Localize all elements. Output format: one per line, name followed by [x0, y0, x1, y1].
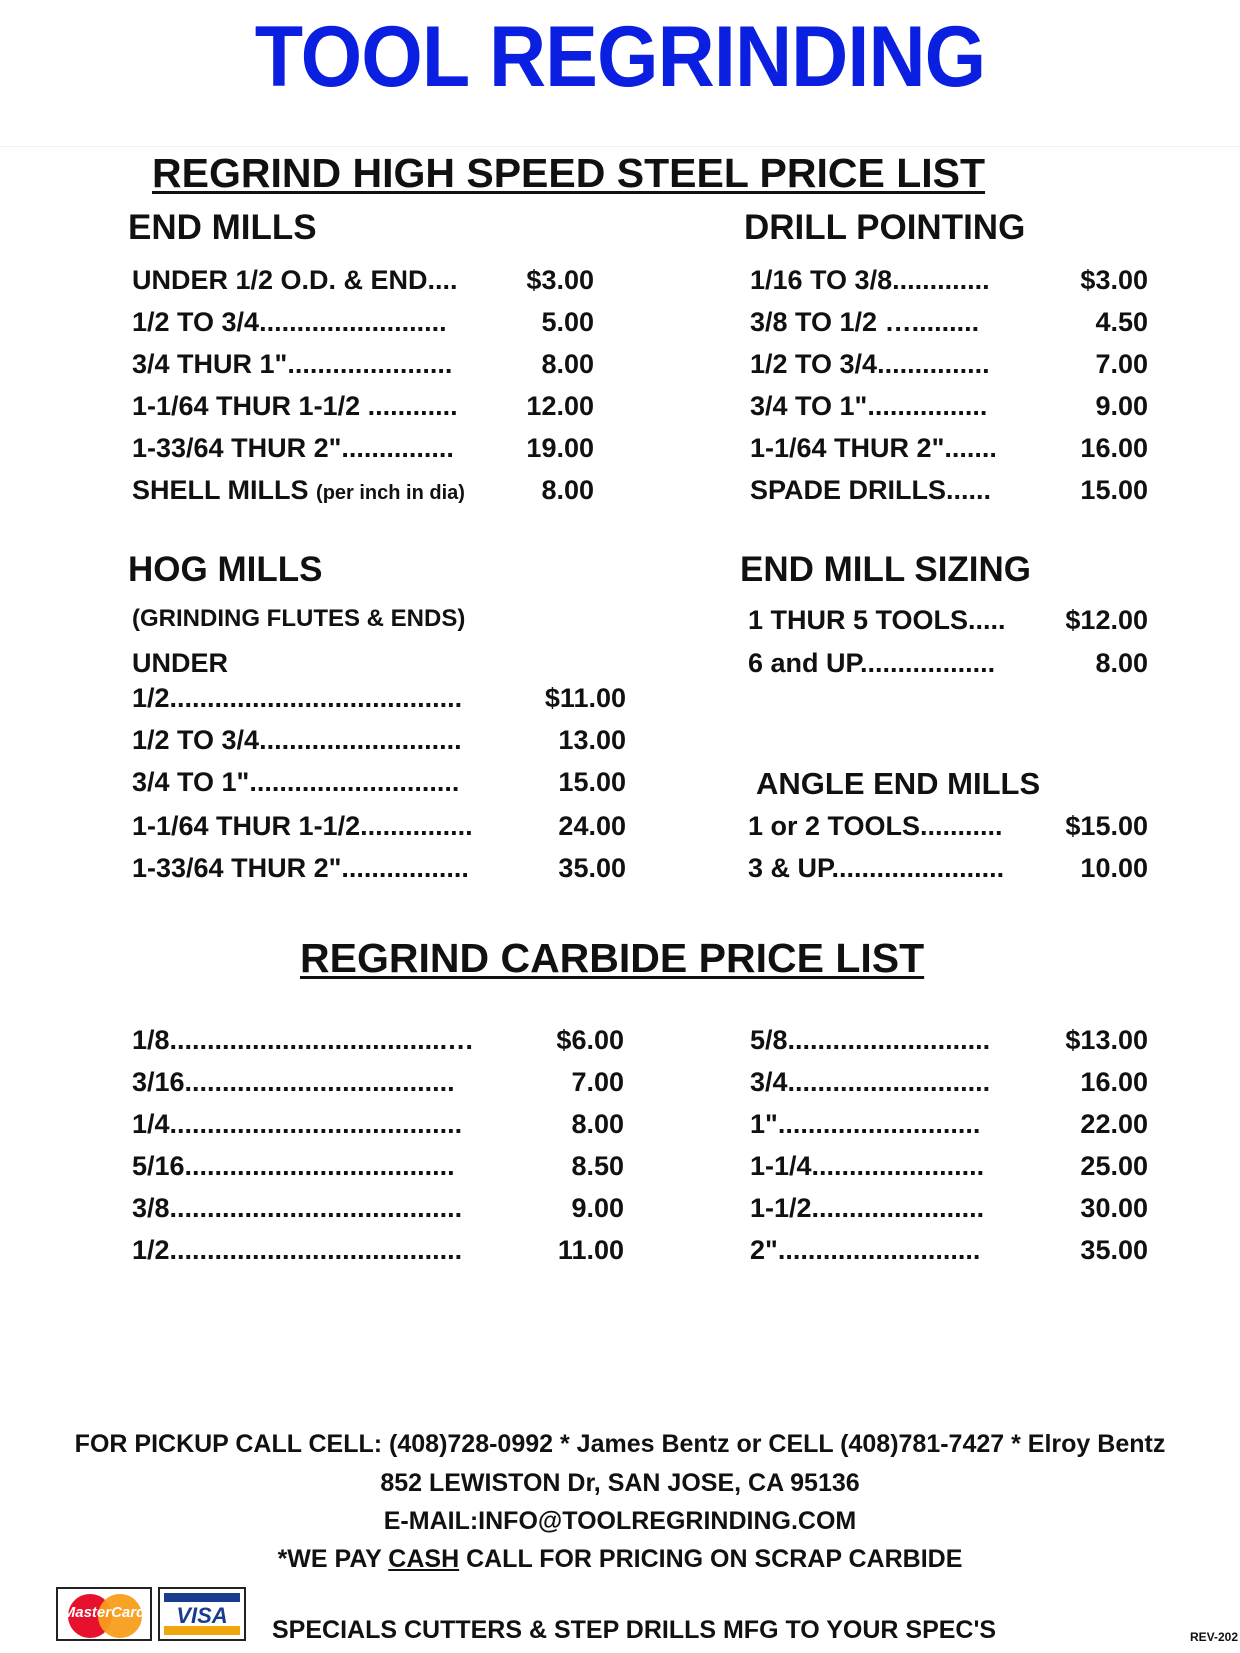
price-value: 5.00	[541, 307, 594, 337]
price-label: 1-1/4.......................	[750, 1151, 985, 1181]
address: 852 LEWISTON Dr, SAN JOSE, CA 95136	[380, 1469, 860, 1497]
price-value: 10.00	[1080, 853, 1148, 883]
end-mills-title: END MILLS	[128, 208, 317, 247]
price-value: 24.00	[558, 811, 626, 841]
price-label-sub: (per inch in dia)	[316, 482, 465, 504]
price-row	[132, 433, 594, 467]
price-value: 4.50	[1095, 307, 1148, 337]
price-row	[750, 307, 1148, 341]
price-label: 1"...........................	[750, 1109, 981, 1139]
pickup-contact: FOR PICKUP CALL CELL: (408)728-0992 * James Bentz or CELL (408)781-7427 * Elroy Bentz	[74, 1430, 1166, 1458]
price-label: 1/2.......................................	[132, 1235, 463, 1265]
price-row	[750, 1193, 1148, 1227]
price-label: 1/2 TO 3/4.........................	[132, 307, 447, 337]
mastercard-label: MasterCard	[62, 1604, 146, 1621]
price-row	[750, 349, 1148, 383]
price-row	[132, 853, 626, 887]
drill-pointing-title: DRILL POINTING	[744, 208, 1026, 247]
price-value: 9.00	[1095, 391, 1148, 421]
price-value: 11.00	[557, 1235, 624, 1265]
visa-label: VISA	[176, 1603, 228, 1628]
price-label: 2"...........................	[750, 1235, 981, 1265]
price-label: 1/2.......................................	[132, 683, 463, 713]
hog-mills-under-label: UNDER	[132, 648, 229, 678]
price-row	[132, 1109, 624, 1143]
price-value: 15.00	[1080, 475, 1148, 505]
price-row	[132, 1067, 624, 1101]
price-row	[750, 391, 1148, 425]
price-row	[750, 1235, 1148, 1269]
price-value: 7.00	[1095, 349, 1148, 379]
price-row	[750, 1109, 1148, 1143]
price-row	[132, 1235, 624, 1269]
price-value: 16.00	[1080, 433, 1148, 463]
end-mill-sizing-title: END MILL SIZING	[740, 550, 1032, 589]
price-value: $6.00	[556, 1025, 624, 1055]
cash-notice	[0, 1545, 1240, 1574]
price-row	[750, 1025, 1148, 1059]
mastercard-logo	[56, 1587, 152, 1641]
price-label: 1/8.....................................…	[132, 1025, 475, 1055]
price-row	[748, 811, 1148, 845]
price-label: 3/16....................................	[132, 1067, 455, 1097]
price-label: 3/4 TO 1"................	[750, 391, 988, 421]
price-row	[748, 648, 1148, 682]
price-value: 8.50	[571, 1151, 624, 1181]
visa-blue-band	[164, 1593, 240, 1602]
price-row	[750, 433, 1148, 467]
price-value: 9.00	[571, 1193, 624, 1223]
price-value: 15.00	[558, 767, 626, 797]
price-value: 8.00	[541, 349, 594, 379]
price-label: 1-1/64 THUR 2".......	[750, 433, 997, 463]
hog-mills-title: HOG MILLS	[128, 550, 323, 589]
price-row	[132, 391, 594, 425]
price-value: 16.00	[1080, 1067, 1148, 1097]
price-value: 25.00	[1080, 1151, 1148, 1181]
price-value: $3.00	[526, 265, 594, 295]
page-title: TOOL REGRINDING	[254, 9, 986, 105]
price-label: SHELL MILLS	[132, 475, 309, 505]
cash-prefix: *WE PAY	[277, 1545, 389, 1573]
price-label: 1/2 TO 3/4...............	[750, 349, 990, 379]
price-label: 6 and UP..................	[748, 648, 996, 678]
price-label: 1-33/64 THUR 2".................	[132, 853, 469, 883]
price-row	[750, 1151, 1148, 1185]
price-value: $3.00	[1080, 265, 1148, 295]
hog-mills-note: (GRINDING FLUTES & ENDS)	[132, 605, 466, 632]
visa-logo	[158, 1587, 246, 1641]
price-value: 12.00	[526, 391, 594, 421]
price-value: $11.00	[544, 683, 626, 713]
price-row	[132, 349, 594, 383]
price-label: 1-1/64 THUR 1-1/2...............	[132, 811, 473, 841]
price-value: 22.00	[1080, 1109, 1148, 1139]
price-value: 8.00	[571, 1109, 624, 1139]
price-value: 35.00	[1080, 1235, 1148, 1265]
specials-note: SPECIALS CUTTERS & STEP DRILLS MFG TO YOUR SPEC'S	[272, 1616, 997, 1644]
price-row	[132, 767, 626, 801]
price-row	[132, 683, 626, 717]
price-row	[132, 307, 594, 341]
price-row	[132, 1151, 624, 1185]
cash-word: CASH	[388, 1545, 460, 1573]
price-label: 5/8...........................	[750, 1025, 991, 1055]
email: E-MAIL:INFO@TOOLREGRINDING.COM	[383, 1507, 857, 1535]
price-row	[750, 475, 1148, 509]
price-row	[132, 475, 594, 509]
price-label: 1/4.......................................	[132, 1109, 463, 1139]
price-value: $13.00	[1065, 1025, 1148, 1055]
price-label: 1-33/64 THUR 2"...............	[132, 433, 454, 463]
price-row	[132, 725, 626, 759]
cash-suffix: CALL FOR PRICING ON SCRAP CARBIDE	[459, 1545, 963, 1573]
price-row	[750, 1067, 1148, 1101]
price-row	[750, 265, 1148, 299]
price-label: 5/16....................................	[132, 1151, 455, 1181]
price-label: 1/2 TO 3/4...........................	[132, 725, 462, 755]
price-label: 3 & UP.......................	[748, 853, 1005, 883]
price-value: 7.00	[571, 1067, 624, 1097]
price-label: 1-1/64 THUR 1-1/2 ............	[132, 391, 458, 421]
price-value: 13.00	[558, 725, 626, 755]
price-row	[132, 265, 594, 299]
price-label: 3/4...........................	[750, 1067, 991, 1097]
price-row	[748, 605, 1148, 639]
price-value: 8.00	[541, 475, 594, 505]
revision-label: REV-202	[1190, 1630, 1239, 1644]
price-label: SPADE DRILLS......	[750, 475, 992, 505]
angle-end-mills-title: ANGLE END MILLS	[756, 766, 1041, 801]
price-label: 1 or 2 TOOLS...........	[748, 811, 1003, 841]
price-value: $12.00	[1065, 605, 1148, 635]
price-label: 3/4 TO 1"............................	[132, 767, 460, 797]
price-row	[132, 1193, 624, 1227]
price-label: 1-1/2.......................	[750, 1193, 985, 1223]
price-label: 1 THUR 5 TOOLS.....	[748, 605, 1006, 635]
carbide-section-title: REGRIND CARBIDE PRICE LIST	[300, 935, 925, 981]
price-label: 3/8.......................................	[132, 1193, 463, 1223]
price-value: 30.00	[1080, 1193, 1148, 1223]
price-row	[132, 1025, 624, 1059]
price-value: 8.00	[1095, 648, 1148, 678]
hss-section-title: REGRIND HIGH SPEED STEEL PRICE LIST	[152, 150, 986, 196]
price-label: UNDER 1/2 O.D. & END....	[132, 265, 458, 295]
price-label: 1/16 TO 3/8.............	[750, 265, 990, 295]
price-row	[132, 811, 626, 845]
price-value: 19.00	[526, 433, 594, 463]
price-value: $15.00	[1065, 811, 1148, 841]
price-row	[748, 853, 1148, 887]
price-value: 35.00	[558, 853, 626, 883]
price-label: 3/8 TO 1/2 ….........	[750, 307, 980, 337]
price-label: 3/4 THUR 1"......................	[132, 349, 453, 379]
